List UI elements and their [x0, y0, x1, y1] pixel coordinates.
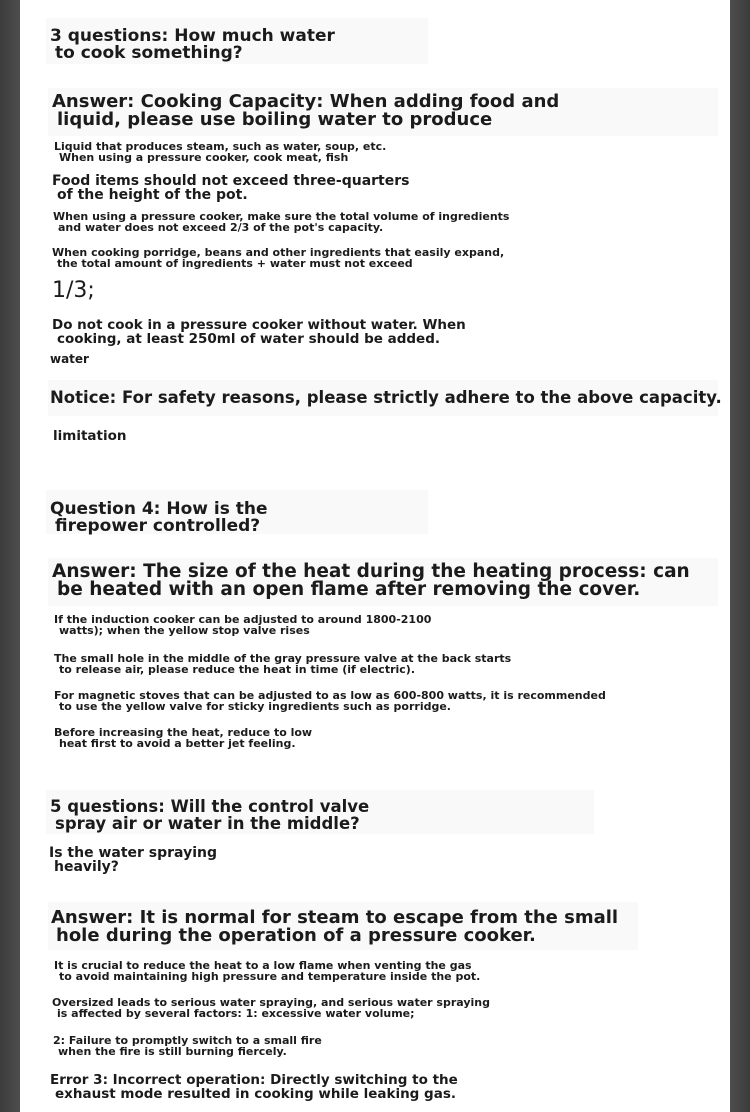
- question-5-paragraph: [53, 1035, 322, 1057]
- text-line: Before increasing the heat, reduce to low: [54, 726, 313, 739]
- text-line: Answer: It is normal for steam to escape from the small: [51, 907, 619, 928]
- text-line: Do not cook in a pressure cooker without water. When: [52, 317, 466, 333]
- question-5-paragraph: [50, 1073, 458, 1101]
- text-line: heavily?: [54, 859, 119, 875]
- text-line: Answer: Cooking Capacity: When adding food and: [52, 91, 560, 112]
- text-line: When using a pressure cooker, make sure the total volume of ingredients: [53, 210, 510, 223]
- text-line: hole during the operation of a pressure cooker.: [56, 925, 536, 946]
- question-3-paragraph: [52, 174, 409, 202]
- question-3-heading: [50, 28, 335, 62]
- text-line: watts); when the yellow stop valve rises: [59, 624, 310, 637]
- text-line: limitation: [53, 428, 127, 444]
- question-5-paragraph: [52, 997, 490, 1019]
- document-page: [20, 0, 730, 1112]
- question-3-paragraph: [52, 247, 504, 269]
- text-line: exhaust mode resulted in cooking while leaking gas.: [55, 1086, 456, 1102]
- text-line: spray air or water in the middle?: [55, 814, 360, 833]
- text-line: Food items should not exceed three-quarters: [52, 173, 410, 189]
- question-4-paragraph: [54, 614, 431, 636]
- text-line: to release air, please reduce the heat in time (if electric).: [59, 663, 415, 676]
- text-line: Oversized leads to serious water spraying, and serious water spraying: [52, 996, 491, 1009]
- text-line: liquid, please use boiling water to produce: [57, 109, 493, 130]
- text-line: be heated with an open flame after removing the cover.: [57, 579, 641, 600]
- question-5-answer-heading: [51, 909, 618, 945]
- question-3-paragraph: [53, 429, 126, 443]
- text-line: Is the water spraying: [49, 845, 217, 861]
- text-line: Notice: For safety reasons, please strictly adhere to the above capacity.: [50, 388, 722, 407]
- text-line: When using a pressure cooker, cook meat, fish: [59, 151, 349, 164]
- text-line: It is crucial to reduce the heat to a low flame when venting the gas: [54, 959, 472, 972]
- text-line: to avoid maintaining high pressure and temperature inside the pot.: [59, 970, 481, 983]
- question-5-heading: [50, 798, 369, 832]
- question-3-answer-heading: [52, 93, 559, 129]
- safety-notice: [50, 389, 722, 406]
- text-line: Error 3: Incorrect operation: Directly switching to the: [50, 1072, 458, 1088]
- text-line: water: [50, 352, 89, 366]
- text-line: Answer: The size of the heat during the heating process: can: [52, 561, 690, 582]
- text-line: and water does not exceed 2/3 of the pot's capacity.: [58, 221, 384, 234]
- question-4-paragraph: [54, 690, 606, 712]
- text-line: the total amount of ingredients + water must not exceed: [57, 257, 413, 270]
- text-line: The small hole in the middle of the gray pressure valve at the back starts: [54, 652, 512, 665]
- text-line: heat first to avoid a better jet feeling.: [59, 737, 296, 750]
- text-line: 3 questions: How much water: [50, 26, 335, 46]
- question-4-answer-heading: [52, 563, 690, 599]
- text-line: when the fire is still burning fiercely.: [58, 1045, 287, 1058]
- question-5-paragraph: [54, 960, 480, 982]
- text-line: to cook something?: [55, 43, 243, 63]
- question-4-paragraph: [54, 727, 312, 749]
- text-line: Liquid that produces steam, such as water, soup, etc.: [54, 140, 387, 153]
- question-3-paragraph: [50, 354, 89, 365]
- text-line: For magnetic stoves that can be adjusted to as low as 600-800 watts, it is recommended: [54, 689, 606, 702]
- text-line: of the height of the pot.: [57, 187, 248, 203]
- text-line: If the induction cooker can be adjusted to around 1800-2100: [54, 613, 432, 626]
- question-3-paragraph: [52, 318, 466, 346]
- text-line: 5 questions: Will the control valve: [50, 797, 370, 816]
- text-line: cooking, at least 250ml of water should be added.: [57, 331, 441, 347]
- question-4-paragraph: [54, 653, 511, 675]
- question-3-paragraph: [54, 141, 386, 163]
- capacity-fraction: [52, 279, 95, 303]
- text-line: Question 4: How is the: [50, 499, 268, 519]
- text-line: is affected by several factors: 1: excessive water volume;: [57, 1007, 415, 1020]
- text-line: 1/3;: [52, 278, 95, 303]
- text-line: firepower controlled?: [55, 516, 261, 536]
- question-5-sub-question: [49, 846, 217, 874]
- text-line: 2: Failure to promptly switch to a small fire: [53, 1034, 322, 1047]
- question-3-paragraph: [53, 211, 509, 233]
- text-line: to use the yellow valve for sticky ingredients such as porridge.: [59, 700, 451, 713]
- text-line: When cooking porridge, beans and other ingredients that easily expand,: [52, 246, 505, 259]
- question-4-heading: [50, 501, 268, 535]
